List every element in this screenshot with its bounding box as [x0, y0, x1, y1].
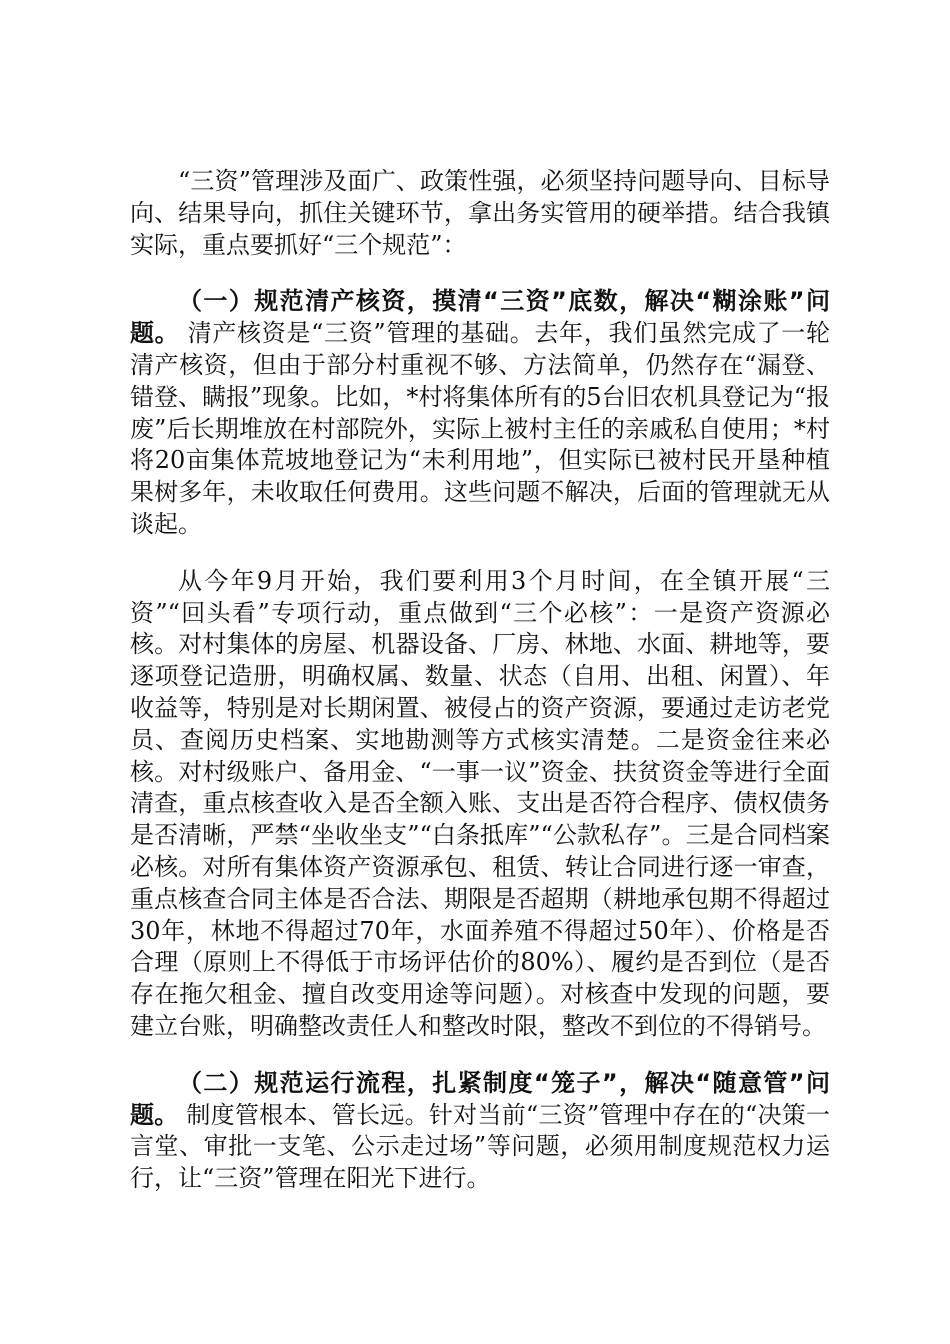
section-2-heading: （二）规范运行流程，扎紧制度“笼子”，解决“随意管”问题。	[130, 1068, 830, 1129]
section-1-heading: （一）规范清产核资，摸清“三资”底数，解决“糊涂账”问题。	[130, 287, 830, 348]
section-1-action-paragraph: 从今年9月开始，我们要利用3个月时间，在全镇开展“三资”“回头看”专项行动，重点做到“三个必核”：一是资产资源必核。对村集体的房屋、机器设备、厂房、林地、水面、耕地等，要逐项登记造册，明确权属、数量、状态（自用、出租、闲置）、年收益等，特别是对长期闲置、被侵占的资产资源，要通过走访老党员、查阅历史档案、实地勘测等方式核实清楚。二是资金往来必核。对村级账户、备用金、“一事一议”资金、扶贫资金等进行全面清查，重点核查收入是否全额入账、支出是否符合程序、债权债务是否清晰，严禁“坐收坐支”“白条抵库”“公款私存”。三是合同档案必核。对所有集体资产资源承包、租赁、转让合同进行逐一审查，重点核查合同主体是否合法、期限是否超期（耕地承包期不得超过30年，林地不得超过70年，水面养殖不得超过50年）、价格是否合理（原则上不得低于市场评估价的80%）、履约是否到位（是否存在拖欠租金、擅自改变用途等问题）。对核查中发现的问题，要建立台账，明确整改责任人和整改时限，整改不到位的不得销号。	[130, 566, 830, 1040]
section-1-paragraph	[130, 286, 830, 540]
section-2-body: 制度管根本、管长远。针对当前“三资”管理中存在的“决策一言堂、审批一支笔、公示走过场”等问题，必须用制度规范权力运行，让“三资”管理在阳光下进行。	[130, 1100, 831, 1193]
section-2-paragraph	[130, 1068, 830, 1195]
intro-paragraph: “三资”管理涉及面广、政策性强，必须坚持问题导向、目标导向、结果导向，抓住关键环节，拿出务实管用的硬举措。结合我镇实际，重点要抓好“三个规范”：	[130, 167, 830, 259]
document-page	[130, 166, 830, 1195]
section-1-body: 清产核资是“三资”管理的基础。去年，我们虽然完成了一轮清产核资，但由于部分村重视不够、方法简单，仍然存在“漏登、错登、瞒报”现象。比如，*村将集体所有的5台旧农机具登记为“报废”后长期堆放在村部院外，实际上被村主任的亲戚私自使用；*村将20亩集体荒坡地登记为“未利用地”，但实际已被村民开垦种植果树多年，未收取任何费用。这些问题不解决，后面的管理就无从谈起。	[130, 319, 830, 538]
